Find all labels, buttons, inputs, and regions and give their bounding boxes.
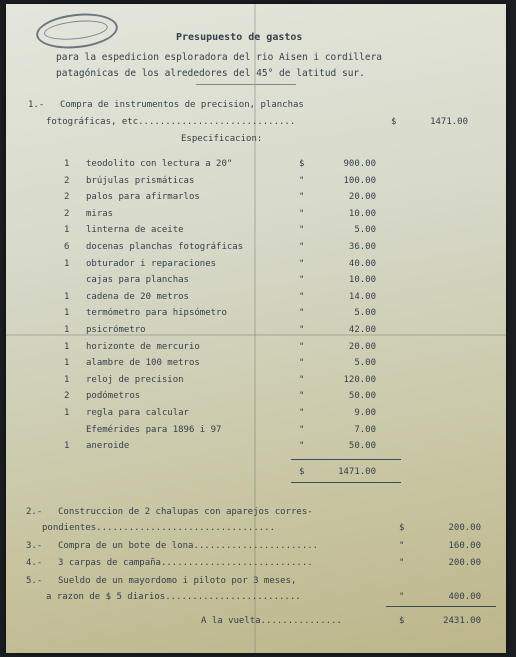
item-qty: 1 xyxy=(64,308,70,318)
section-1-number: 1.- xyxy=(28,100,45,110)
item-qty: 2 xyxy=(64,209,70,219)
item-amount: 5.00 xyxy=(354,358,376,368)
section-1-currency: $ xyxy=(391,117,397,127)
carry-over-currency: $ xyxy=(399,616,405,626)
item-qty: 2 xyxy=(64,391,70,401)
paper-fold-horizontal xyxy=(6,334,506,336)
grand-total-rule xyxy=(386,606,496,607)
item-currency-mark: " xyxy=(299,325,305,335)
item-currency-mark: " xyxy=(299,358,305,368)
item-amount: 20.00 xyxy=(348,192,376,202)
item-currency-mark: " xyxy=(299,225,305,235)
item-currency-mark: " xyxy=(299,391,305,401)
item-description: regla para calcular xyxy=(86,408,189,418)
header-line-2: patagónicas de los alrededores del 45° de latitud sur. xyxy=(56,68,365,79)
item-amount: 120.00 xyxy=(343,375,376,385)
item-currency-mark: " xyxy=(299,176,305,186)
specification-heading: Especificacion: xyxy=(181,134,263,144)
item-currency-mark: " xyxy=(299,192,305,202)
section-2-line-2: pondientes................................. xyxy=(42,523,275,533)
item-qty: 1 xyxy=(64,342,70,352)
item-description: reloj de precision xyxy=(86,375,184,385)
item-description: horizonte de mercurio xyxy=(86,342,200,352)
section-5-line-1: Sueldo de un mayordomo i piloto por 3 meses, xyxy=(58,576,297,586)
item-qty: 2 xyxy=(64,192,70,202)
section-2-amount: 200.00 xyxy=(448,523,481,533)
item-currency-mark: " xyxy=(299,292,305,302)
item-currency-mark: " xyxy=(299,275,305,285)
section-4-line-1: 3 carpas de campaña............................ xyxy=(58,558,313,568)
section-5-line-2: a razon de $ 5 diarios......................... xyxy=(46,592,301,602)
item-description: aneroide xyxy=(86,441,130,451)
item-amount: 50.00 xyxy=(348,441,376,451)
item-qty: 1 xyxy=(64,259,70,269)
section-3-number: 3.- xyxy=(26,541,43,551)
section-1-line-2: fotográficas, etc............................. xyxy=(46,117,296,127)
item-amount: 5.00 xyxy=(354,308,376,318)
item-currency-mark: " xyxy=(299,375,305,385)
item-amount: 10.00 xyxy=(348,275,376,285)
item-qty: 1 xyxy=(64,408,70,418)
item-description: podómetros xyxy=(86,391,141,401)
item-description: obturador i reparaciones xyxy=(86,259,217,269)
section-2-currency: $ xyxy=(399,523,405,533)
carry-over-total: 2431.00 xyxy=(443,616,481,626)
header-line-1: para la espedicion esploradora del rio Aisen i cordillera xyxy=(56,52,383,63)
item-description: brújulas prismáticas xyxy=(86,176,195,186)
item-currency-mark: " xyxy=(299,342,305,352)
item-amount: 14.00 xyxy=(348,292,376,302)
item-amount: 40.00 xyxy=(348,259,376,269)
item-description: miras xyxy=(86,209,114,219)
subtotal-amount: 1471.00 xyxy=(338,467,376,477)
item-currency-mark: " xyxy=(299,408,305,418)
section-4-mark: " xyxy=(399,558,405,568)
item-amount: 36.00 xyxy=(348,242,376,252)
item-qty: 1 xyxy=(64,358,70,368)
item-currency-mark: $ xyxy=(299,159,305,169)
item-currency-mark: " xyxy=(299,425,305,435)
item-description: palos para afirmarlos xyxy=(86,192,200,202)
item-amount: 42.00 xyxy=(348,325,376,335)
item-description: docenas planchas fotográficas xyxy=(86,242,244,252)
section-3-line-1: Compra de un bote de lona....................... xyxy=(58,541,319,551)
item-description: linterna de aceite xyxy=(86,225,184,235)
header-underline xyxy=(196,84,296,85)
item-qty: 1 xyxy=(64,292,70,302)
item-description: psicrómetro xyxy=(86,325,146,335)
section-3-amount: 160.00 xyxy=(448,541,481,551)
item-currency-mark: " xyxy=(299,209,305,219)
document-title: Presupuesto de gastos xyxy=(176,32,303,43)
item-qty: 1 xyxy=(64,375,70,385)
subtotal-rule-bottom xyxy=(291,482,401,483)
section-2-number: 2.- xyxy=(26,507,43,517)
archive-stamp-inner-ring xyxy=(43,18,109,43)
item-amount: 900.00 xyxy=(343,159,376,169)
item-description: termómetro para hipsómetro xyxy=(86,308,227,318)
section-5-mark: " xyxy=(399,592,405,602)
item-amount: 50.00 xyxy=(348,391,376,401)
item-description: teodolito con lectura a 20" xyxy=(86,159,233,169)
carry-over-label: A la vuelta............... xyxy=(201,616,342,626)
section-1-total: 1471.00 xyxy=(430,117,468,127)
item-description: alambre de 100 metros xyxy=(86,358,200,368)
item-currency-mark: " xyxy=(299,259,305,269)
item-currency-mark: " xyxy=(299,242,305,252)
item-qty: 1 xyxy=(64,159,70,169)
section-2-line-1: Construccion de 2 chalupas con aparejos corres- xyxy=(58,507,313,517)
item-qty: 1 xyxy=(64,225,70,235)
section-5-number: 5.- xyxy=(26,576,43,586)
item-amount: 7.00 xyxy=(354,425,376,435)
section-4-number: 4.- xyxy=(26,558,43,568)
subtotal-rule-top xyxy=(291,459,401,460)
item-amount: 20.00 xyxy=(348,342,376,352)
section-3-mark: " xyxy=(399,541,405,551)
item-currency-mark: " xyxy=(299,441,305,451)
item-qty: 1 xyxy=(64,441,70,451)
item-description: Efemérides para 1896 i 97 xyxy=(86,425,222,435)
item-qty: 2 xyxy=(64,176,70,186)
item-amount: 9.00 xyxy=(354,408,376,418)
item-description: cajas para planchas xyxy=(86,275,189,285)
item-amount: 10.00 xyxy=(348,209,376,219)
document-sheet xyxy=(6,4,506,653)
item-qty: 1 xyxy=(64,325,70,335)
item-currency-mark: " xyxy=(299,308,305,318)
subtotal-currency: $ xyxy=(299,467,305,477)
section-5-amount: 400.00 xyxy=(448,592,481,602)
section-4-amount: 200.00 xyxy=(448,558,481,568)
item-description: cadena de 20 metros xyxy=(86,292,189,302)
item-qty: 6 xyxy=(64,242,70,252)
item-amount: 100.00 xyxy=(343,176,376,186)
item-amount: 5.00 xyxy=(354,225,376,235)
archive-stamp xyxy=(34,10,119,52)
section-1-line-1: Compra de instrumentos de precision, planchas xyxy=(60,100,304,110)
